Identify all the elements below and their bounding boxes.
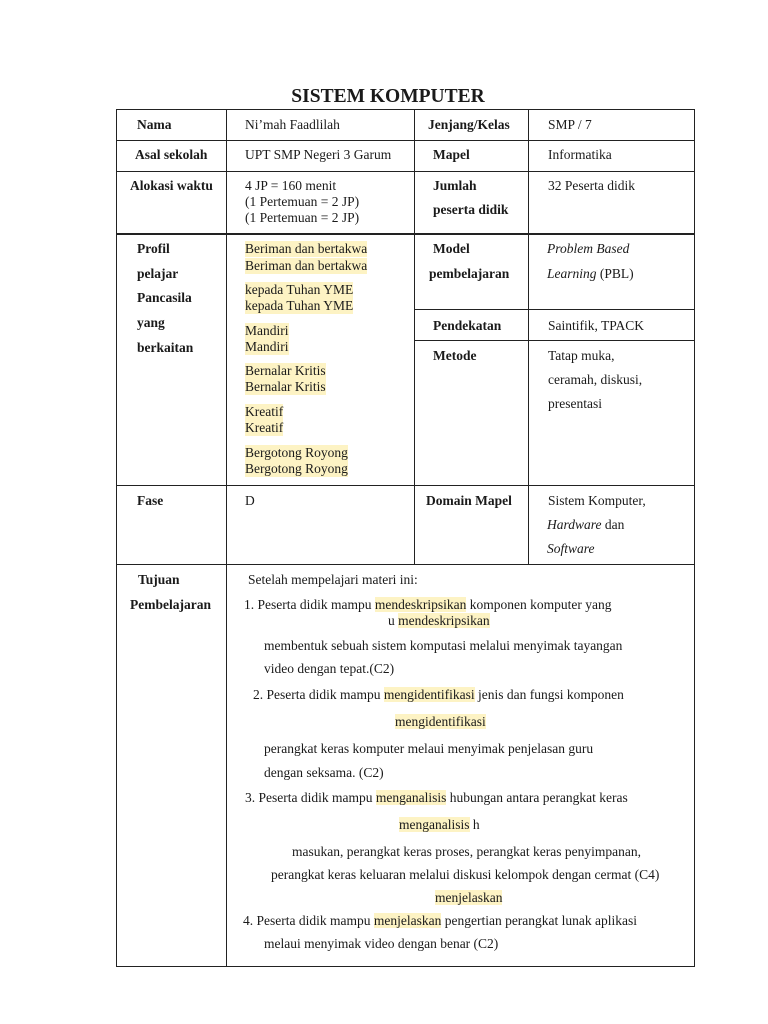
model-label: Model (433, 241, 470, 256)
tujuan-point-1-line: membentuk sebuah sistem komputasi melalui menyimak tayangan (264, 638, 623, 653)
profil-label: Pancasila (137, 290, 192, 305)
profil-item: kepada Tuhan YME (245, 298, 354, 313)
jenjang-value: SMP / 7 (548, 117, 592, 132)
tujuan-point-3-dup2: menjelaskan (435, 890, 503, 905)
tujuan-point-4-line: melaui menyimak video dengan benar (C2) (264, 936, 499, 951)
profil-item: Kreatif (245, 420, 284, 435)
domain-line: Hardware dan (547, 517, 625, 532)
tujuan-point-3-line: perangkat keras keluaran melalui diskusi kelompok dengan cermat (C4) (271, 867, 660, 882)
alokasi-line: (1 Pertemuan = 2 JP) (245, 194, 360, 209)
fase-label: Fase (137, 493, 164, 508)
profil-item: Bernalar Kritis (245, 379, 326, 394)
tujuan-point-3-dup: menganalisis h (399, 817, 480, 832)
model-value-line2: Learning (PBL) (547, 266, 634, 281)
jumlah-label: Jumlah (433, 178, 477, 193)
domain-label: Domain Mapel (426, 493, 512, 508)
tujuan-point-1-line: video dengan tepat.(C2) (264, 661, 395, 676)
tujuan-point-2-line: dengan seksama. (C2) (264, 765, 384, 780)
jumlah-label: peserta didik (433, 202, 509, 217)
metode-label: Metode (433, 348, 477, 363)
profil-item: Beriman dan bertakwa (245, 258, 368, 273)
tujuan-point-4: 4. Peserta didik mampu menjelaskan pengertian perangkat lunak aplikasi (243, 913, 638, 928)
asal-value: UPT SMP Negeri 3 Garum (245, 147, 392, 162)
jenjang-label: Jenjang/Kelas (428, 117, 510, 132)
profil-label: pelajar (137, 266, 179, 281)
metode-line: ceramah, diskusi, (548, 372, 643, 387)
tujuan-point-1: 1. Peserta didik mampu mendeskripsikan komponen komputer yang (244, 597, 612, 612)
tujuan-point-2-line: perangkat keras komputer melaui menyimak penjelasan guru (264, 741, 594, 756)
mapel-value: Informatika (548, 147, 612, 162)
metode-line: Tatap muka, (548, 348, 615, 363)
domain-line: Sistem Komputer, (548, 493, 646, 508)
profil-item: Bergotong Royong (245, 445, 348, 460)
nama-label: Nama (137, 117, 172, 132)
mapel-label: Mapel (433, 147, 470, 162)
tujuan-point-1-dup: u mendeskripsikan (388, 613, 490, 628)
jumlah-value: 32 Peserta didik (548, 178, 635, 193)
alokasi-line: 4 JP = 160 menit (245, 178, 337, 193)
profil-item: kepada Tuhan YME (245, 282, 354, 297)
profil-item: Beriman dan bertakwa (245, 241, 368, 256)
document-title: SISTEM KOMPUTER (291, 86, 485, 107)
tujuan-intro: Setelah mempelajari materi ini: (248, 572, 418, 587)
tujuan-point-3-line: masukan, perangkat keras proses, perangkat keras penyimpanan, (292, 844, 641, 859)
profil-label: Profil (137, 241, 170, 256)
model-value: Problem Based (547, 241, 630, 256)
profil-label: yang (137, 315, 165, 330)
alokasi-line: (1 Pertemuan = 2 JP) (245, 210, 360, 225)
tujuan-point-3: 3. Peserta didik mampu menganalisis hubungan antara perangkat keras (245, 790, 628, 805)
profil-item: Bergotong Royong (245, 461, 348, 476)
model-label: pembelajaran (429, 266, 510, 281)
tujuan-point-2-dup: mengidentifikasi (395, 714, 486, 729)
profil-label: berkaitan (137, 340, 194, 355)
metode-line: presentasi (548, 396, 602, 411)
profil-item: Mandiri (245, 323, 289, 338)
asal-label: Asal sekolah (135, 147, 208, 162)
nama-value: Ni’mah Faadlilah (245, 117, 340, 132)
fase-value: D (245, 493, 255, 508)
pendekatan-label: Pendekatan (433, 318, 502, 333)
profil-item: Kreatif (245, 404, 284, 419)
pendekatan-value: Saintifik, TPACK (548, 318, 645, 333)
profil-item: Mandiri (245, 339, 289, 354)
tujuan-label: Tujuan (138, 572, 180, 587)
tujuan-point-2: 2. Peserta didik mampu mengidentifikasi jenis dan fungsi komponen (253, 687, 624, 702)
profil-item: Bernalar Kritis (245, 363, 326, 378)
tujuan-label: Pembelajaran (130, 597, 211, 612)
domain-line: Software (547, 541, 595, 556)
alokasi-label: Alokasi waktu (130, 178, 213, 193)
